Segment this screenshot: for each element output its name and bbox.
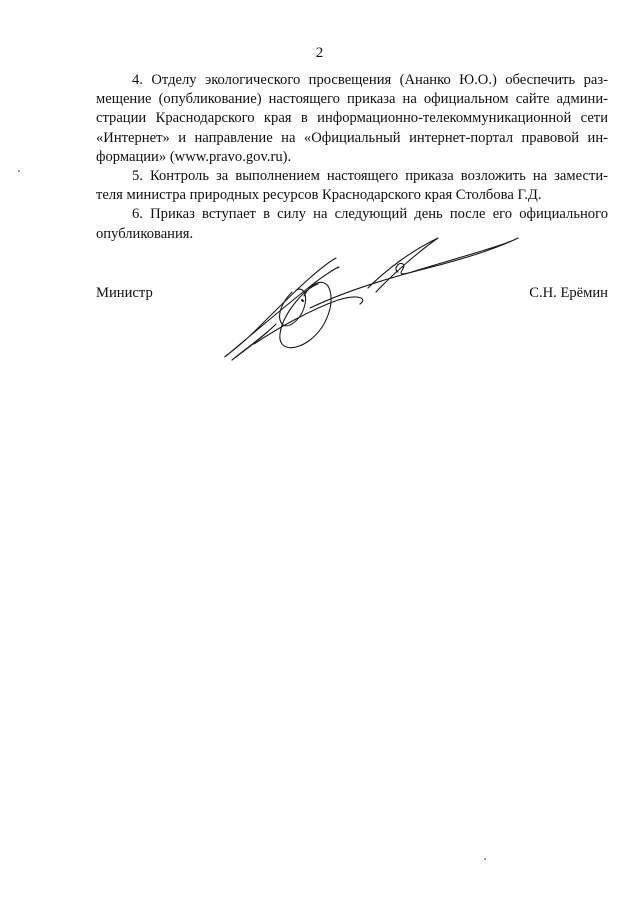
signatory-name: С.Н. Ерёмин [529, 285, 608, 301]
text-line: «Интернет» и направление на «Официальный интернет-портал правовой ин- [96, 129, 608, 146]
text-line: 6. Приказ вступает в силу на следующий день после его официального [132, 206, 608, 223]
document-body [96, 71, 608, 244]
page-number: 2 [315, 45, 324, 61]
text-line: 5. Контроль за выполнением настоящего приказа возложить на замести- [132, 168, 608, 185]
scan-speck [484, 858, 486, 860]
text-line: мещение (опубликование) настоящего приказа на официальном сайте админи- [96, 91, 608, 108]
text-line: опубликования. [96, 225, 194, 242]
text-line: теля министра природных ресурсов Краснодарского края Столбова Г.Д. [96, 187, 542, 204]
handwritten-signature [218, 228, 523, 366]
signatory-role: Министр [96, 285, 153, 301]
scan-speck [18, 170, 20, 172]
paragraph-4 [96, 71, 608, 167]
text-line: 4. Отделу экологического просвещения (Ананко Ю.О.) обеспечить раз- [132, 72, 608, 88]
text-line: формации» (www.pravo.gov.ru). [96, 148, 292, 165]
paragraph-5 [96, 167, 608, 205]
text-line: страции Краснодарского края в информационно-телекоммуникационной сети [96, 110, 608, 127]
